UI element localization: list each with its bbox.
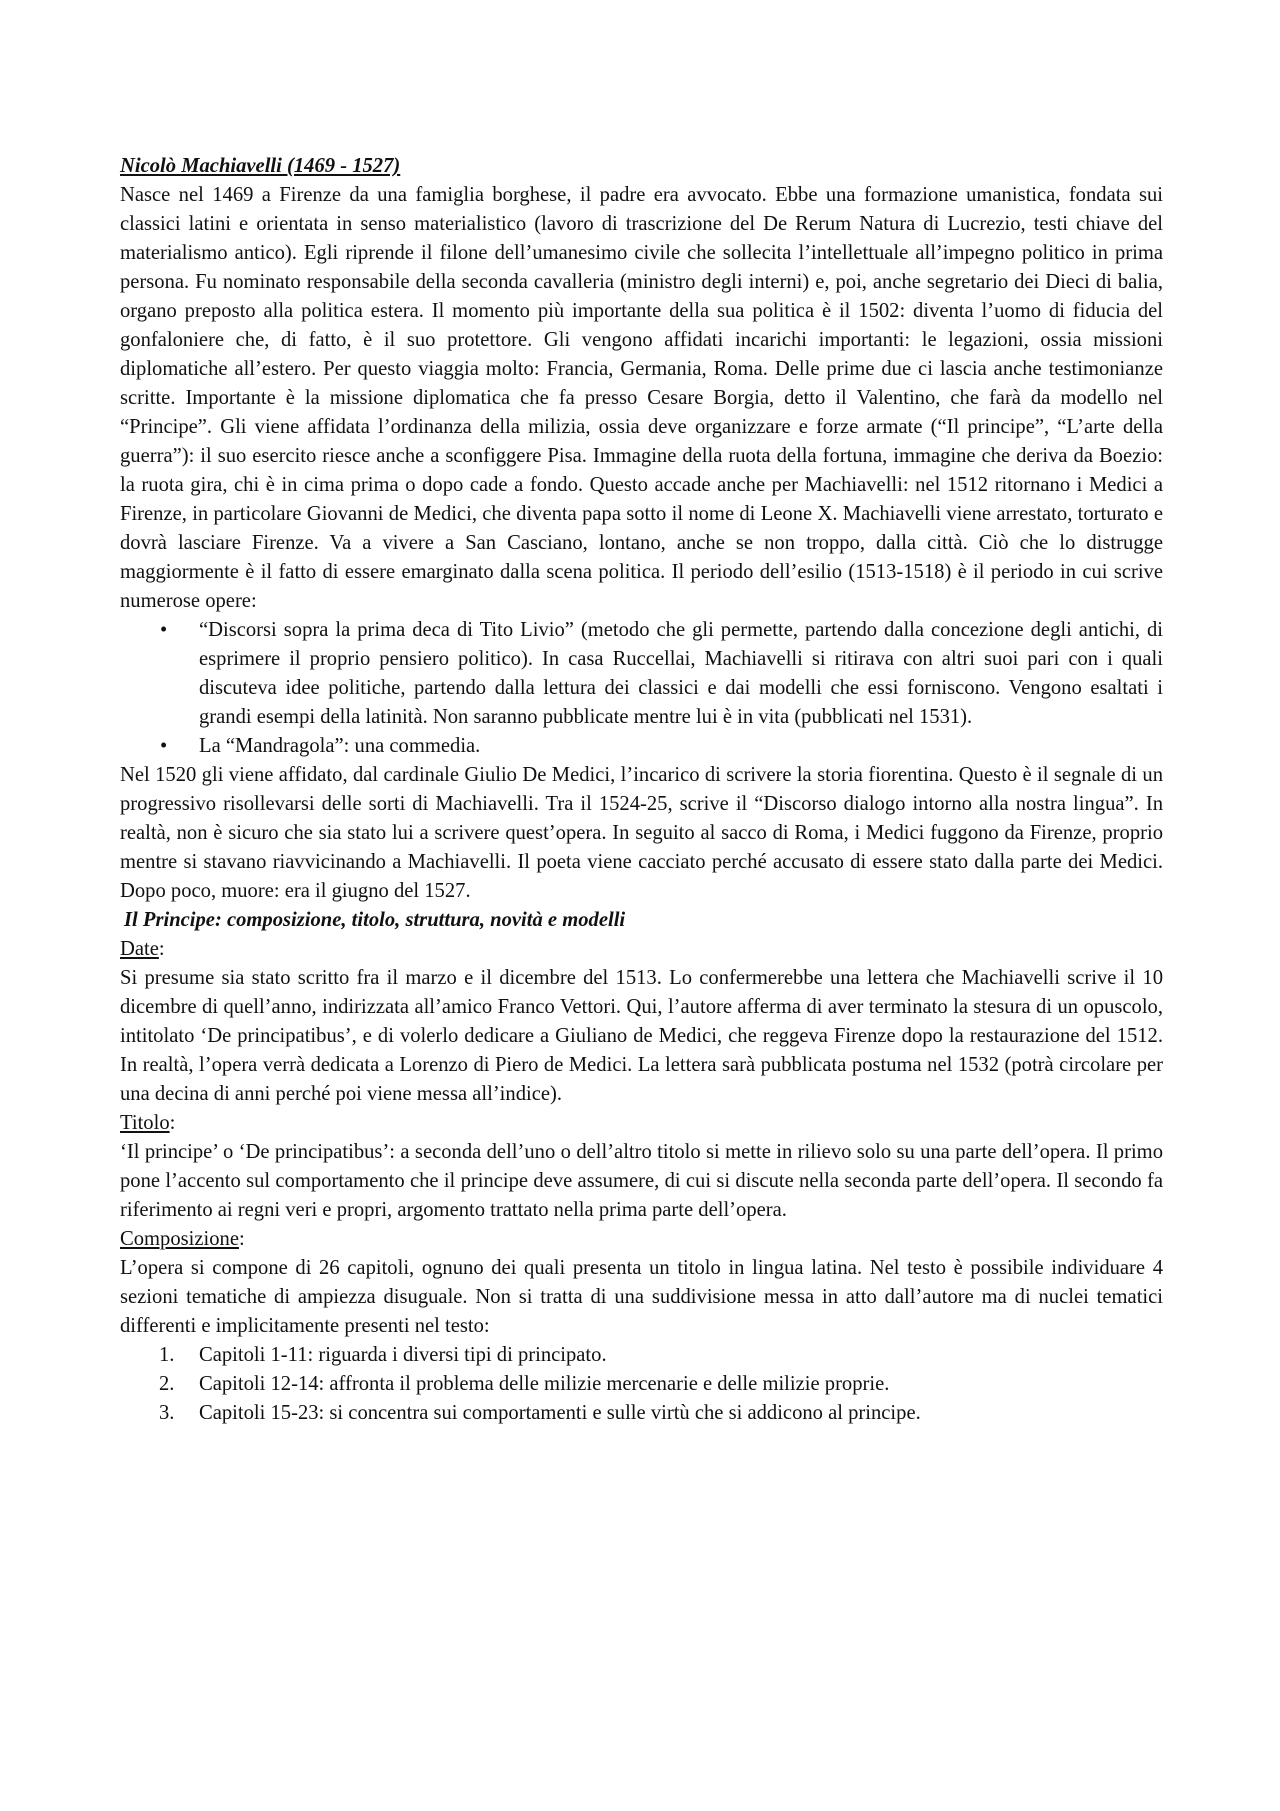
- titolo-paragraph: ‘Il principe’ o ‘De principatibus’: a seconda dell’uno o dell’altro titolo si mette in rilievo solo su una parte dell’opera. Il primo pone l’accento sul comportamento che il principe deve assumere, di cui si discute nella seconda parte dell’opera. Il secondo fa riferimento ai regni veri e propri, argomento trattato nella prima parte dell’opera.: [120, 1141, 1163, 1221]
- list-item-text: Capitoli 15-23: si concentra sui comportamenti e sulle virtù che si addicono al principe.: [199, 1402, 921, 1424]
- list-item-text: “Discorsi sopra la prima deca di Tito Livio” (metodo che gli permette, partendo dalla concezione degli antichi, di esprimere il proprio pensiero politico). In casa Ruccellai, Machiavelli si ritirava con altri suoi pari con i quali discuteva idee politiche, partendo dalla lettura dei classici e dai modelli che essi forniscono. Vengono esaltati i grandi esempi della latinità. Non saranno pubblicate mentre lui è in vita (pubblicati nel 1531).: [199, 619, 1163, 728]
- composizione-heading-label: Composizione: [120, 1228, 239, 1250]
- section-title: Il Principe: composizione, titolo, struttura, novità e modelli: [124, 909, 626, 931]
- bullet-icon: •: [160, 735, 168, 757]
- date-heading: Date:: [120, 938, 165, 960]
- list-item: [120, 1341, 1163, 1370]
- list-item-text: La “Mandragola”: una commedia.: [199, 735, 481, 757]
- bullet-icon: •: [160, 619, 168, 641]
- composizione-paragraph: L’opera si compone di 26 capitoli, ognuno dei quali presenta un titolo in lingua latina. Nel testo è possibile individuare 4 sezioni tematiche di ampiezza disuguale. Non si tratta di una suddivisione messa in atto dall’autore ma di nuclei tematici differenti e implicitamente presenti nel testo:: [120, 1257, 1163, 1337]
- works-bullet-list: [120, 616, 1163, 761]
- list-item: [120, 1399, 1163, 1428]
- list-item: [120, 732, 1163, 761]
- date-heading-label: Date: [120, 938, 159, 960]
- later-life-paragraph: Nel 1520 gli viene affidato, dal cardinale Giulio De Medici, l’incarico di scrivere la storia fiorentina. Questo è il segnale di un progressivo risollevarsi delle sorti di Machiavelli. Tra il 1524-25, scrive il “Discorso dialogo intorno alla nostra lingua”. In realtà, non è sicuro che sia stato lui a scrivere quest’opera. In seguito al sacco di Roma, i Medici fuggono da Firenze, proprio mentre si stavano riavvicinando a Machiavelli. Il poeta viene cacciato perché accusato di essere stato dalla parte dei Medici. Dopo poco, muore: era il giugno del 1527.: [120, 764, 1163, 902]
- list-number: 2.: [159, 1373, 175, 1395]
- document-title: Nicolò Machiavelli (1469 - 1527): [120, 155, 401, 177]
- list-item: [120, 616, 1163, 732]
- list-item: [120, 1370, 1163, 1399]
- titolo-heading-label: Titolo: [120, 1112, 170, 1134]
- list-number: 3.: [159, 1402, 175, 1424]
- list-number: 1.: [159, 1344, 175, 1366]
- titolo-heading: Titolo:: [120, 1112, 176, 1134]
- list-item-text: Capitoli 1-11: riguarda i diversi tipi di principato.: [199, 1344, 607, 1366]
- chapters-numbered-list: [120, 1341, 1163, 1428]
- date-paragraph: Si presume sia stato scritto fra il marzo e il dicembre del 1513. Lo confermerebbe una lettera che Machiavelli scrive il 10 dicembre di quell’anno, indirizzata all’amico Franco Vettori. Qui, l’autore afferma di aver terminato la stesura di un opuscolo, intitolato ‘De principatibus’, e di volerlo dedicare a Giuliano de Medici, che reggeva Firenze dopo la restaurazione del 1512. In realtà, l’opera verrà dedicata a Lorenzo di Piero de Medici. La lettera sarà pubblicata postuma nel 1532 (potrà circolare per una decina di anni perché poi viene messa all’indice).: [120, 967, 1163, 1105]
- list-item-text: Capitoli 12-14: affronta il problema delle milizie mercenarie e delle milizie proprie.: [199, 1373, 890, 1395]
- composizione-heading: Composizione:: [120, 1228, 245, 1250]
- intro-paragraph: Nasce nel 1469 a Firenze da una famiglia borghese, il padre era avvocato. Ebbe una formazione umanistica, fondata sui classici latini e orientata in senso materialistico (lavoro di trascrizione del De Rerum Natura di Lucrezio, testi chiave del materialismo antico). Egli riprende il filone dell’umanesimo civile che sollecita l’intellettuale all’impegno politico in prima persona. Fu nominato responsabile della seconda cavalleria (ministro degli interni) e, poi, anche segretario dei Dieci di balia, organo preposto alla politica estera. Il momento più importante della sua politica è il 1502: diventa l’uomo di fiducia del gonfaloniere che, di fatto, è il suo protettore. Gli vengono affidati incarichi importanti: le legazioni, ossia missioni diplomatiche all’estero. Per questo viaggia molto: Francia, Germania, Roma. Delle prime due ci lascia anche testimonianze scritte. Importante è la missione diplomatica che fa presso Cesare Borgia, detto il Valentino, che farà da modello nel “Principe”. Gli viene affidata l’ordinanza della milizia, ossia deve organizzare e forze armate (“Il principe”, “L’arte della guerra”): il suo esercito riesce anche a sconfiggere Pisa. Immagine della ruota della fortuna, immagine che deriva da Boezio: la ruota gira, chi è in cima prima o dopo cade a fondo. Questo accade anche per Machiavelli: nel 1512 ritornano i Medici a Firenze, in particolare Giovanni de Medici, che diventa papa sotto il nome di Leone X. Machiavelli viene arrestato, torturato e dovrà lasciare Firenze. Va a vivere a San Casciano, lontano, anche se non troppo, dalla città. Ciò che lo distrugge maggiormente è il fatto di essere emarginato dalla scena politica. Il periodo dell’esilio (1513-1518) è il periodo in cui scrive numerose opere:: [120, 184, 1163, 612]
